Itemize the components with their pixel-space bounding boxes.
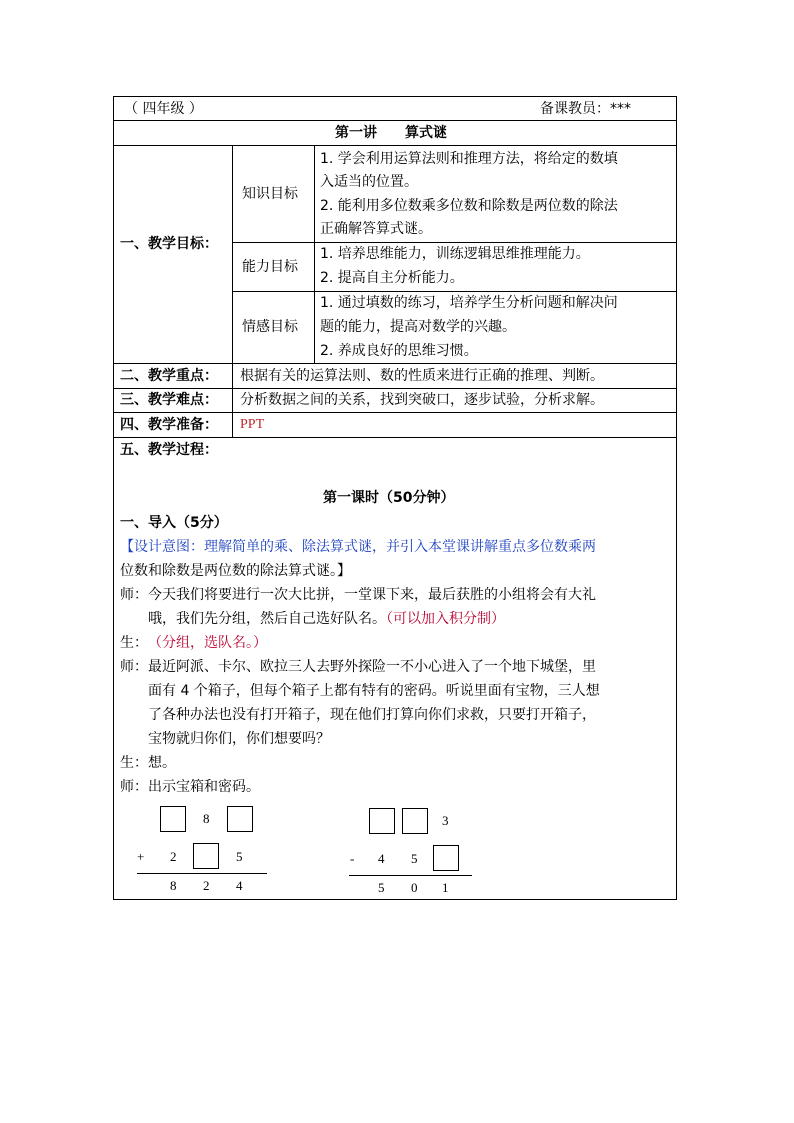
result-digit: 5	[378, 880, 385, 895]
difficulty-text: 分析数据之间的关系，找到突破口，逐步试验，分析求解。	[240, 392, 604, 408]
speaker-teacher: 师：	[120, 587, 148, 603]
design-intent-line: 位数和除数是两位数的除法算式谜。】	[120, 563, 351, 579]
blank-box[interactable]	[227, 806, 253, 832]
ability-goal-line: 2. 提高自主分析能力。	[320, 270, 464, 286]
speaker-student: 生：	[120, 755, 148, 771]
result-digit: 8	[170, 878, 177, 893]
preparation-label: 四、教学准备：	[120, 417, 218, 433]
knowledge-goal-line: 入适当的位置。	[320, 174, 418, 190]
puzzle-digit: 8	[203, 811, 210, 826]
table-rule	[113, 412, 677, 413]
grade-label: （ 四年级 ）	[124, 101, 203, 117]
emotion-goal-line: 2. 养成良好的思维习惯。	[320, 343, 478, 359]
plus-operator: +	[137, 849, 145, 864]
puzzle-digit: 5	[411, 851, 418, 866]
dialogue-text: 哦，我们先分组，然后自己选好队名。	[148, 611, 386, 627]
puzzle-digit: 2	[170, 849, 177, 864]
knowledge-goal-line: 1. 学会利用运算法则和推理方法，将给定的数填	[320, 151, 618, 167]
result-digit: 4	[236, 878, 243, 893]
blank-box[interactable]	[433, 845, 459, 871]
table-rule	[314, 145, 315, 363]
result-digit: 0	[411, 880, 418, 895]
speaker-teacher: 师：	[120, 779, 148, 795]
result-digit: 1	[442, 880, 449, 895]
table-rule	[113, 120, 677, 121]
dialogue-line: 面有 4 个箱子，但每个箱子上都有特有的密码。听说里面有宝物，三人想	[148, 683, 600, 699]
puzzle-digit: 5	[236, 849, 243, 864]
key-point-text: 根据有关的运算法则、数的性质来进行正确的推理、判断。	[240, 368, 604, 384]
table-rule	[232, 242, 677, 243]
emotion-goal-line: 题的能力，提高对数学的兴趣。	[320, 319, 516, 335]
minus-operator: -	[350, 851, 355, 866]
emotion-goal-label: 情感目标	[242, 319, 298, 335]
blank-box[interactable]	[402, 808, 428, 834]
knowledge-goal-label: 知识目标	[242, 186, 298, 202]
ability-goal-label: 能力目标	[242, 259, 298, 275]
dialogue-line: 今天我们将要进行一次大比拼，一堂课下来，最后获胜的小组将会有大礼	[148, 587, 596, 603]
student-action: （分组，选队名。）	[148, 635, 267, 651]
dialogue-line: 了各种办法也没有打开箱子，现在他们打算向你们求救，只要打开箱子，	[148, 707, 596, 723]
table-rule	[232, 145, 233, 437]
dialogue-line	[148, 610, 505, 628]
key-point-label: 二、教学重点：	[120, 368, 218, 384]
difficulty-label: 三、教学难点：	[120, 392, 218, 408]
sum-line	[137, 873, 267, 874]
dialogue-note: （可以加入积分制）	[386, 611, 505, 627]
intro-heading: 一、导入（5分）	[120, 515, 228, 531]
dialogue-line: 宝物就归你们，你们想要吗？	[148, 731, 330, 747]
knowledge-goal-line: 2. 能利用多位数乘多位数和除数是两位数的除法	[320, 198, 618, 214]
ability-goal-line: 1. 培养思维能力，训练逻辑思维推理能力。	[320, 246, 590, 262]
blank-box[interactable]	[160, 806, 186, 832]
blank-box[interactable]	[193, 843, 219, 869]
table-rule	[113, 363, 677, 364]
speaker-student: 生：	[120, 635, 148, 651]
table-rule	[113, 437, 677, 438]
puzzle-digit: 3	[442, 813, 449, 828]
knowledge-goal-line: 正确解答算式谜。	[320, 221, 432, 237]
lesson-title: 第一讲 算式谜	[335, 125, 447, 141]
blank-box[interactable]	[369, 808, 395, 834]
session-title: 第一课时（50分钟）	[323, 490, 455, 506]
puzzle-digit: 4	[378, 851, 385, 866]
table-rule	[232, 291, 677, 292]
table-rule	[113, 145, 677, 146]
objectives-label: 一、教学目标：	[120, 236, 218, 252]
dialogue-line: 出示宝箱和密码。	[148, 779, 260, 795]
table-rule	[113, 388, 677, 389]
result-digit: 2	[203, 878, 210, 893]
speaker-teacher: 师：	[120, 659, 148, 675]
emotion-goal-line: 1. 通过填数的练习，培养学生分析问题和解决问	[320, 295, 618, 311]
design-intent-line: 【设计意图：理解简单的乘、除法算式谜，并引入本堂课讲解重点多位数乘两	[120, 539, 596, 555]
dialogue-line: 最近阿派、卡尔、欧拉三人去野外探险一不小心进入了一个地下城堡，里	[148, 659, 596, 675]
difference-line	[349, 875, 472, 876]
process-label: 五、教学过程：	[120, 442, 218, 458]
preparation-text: PPT	[240, 417, 265, 432]
teacher-label: 备课教员：***	[540, 101, 631, 117]
student-answer: 想。	[148, 755, 176, 771]
